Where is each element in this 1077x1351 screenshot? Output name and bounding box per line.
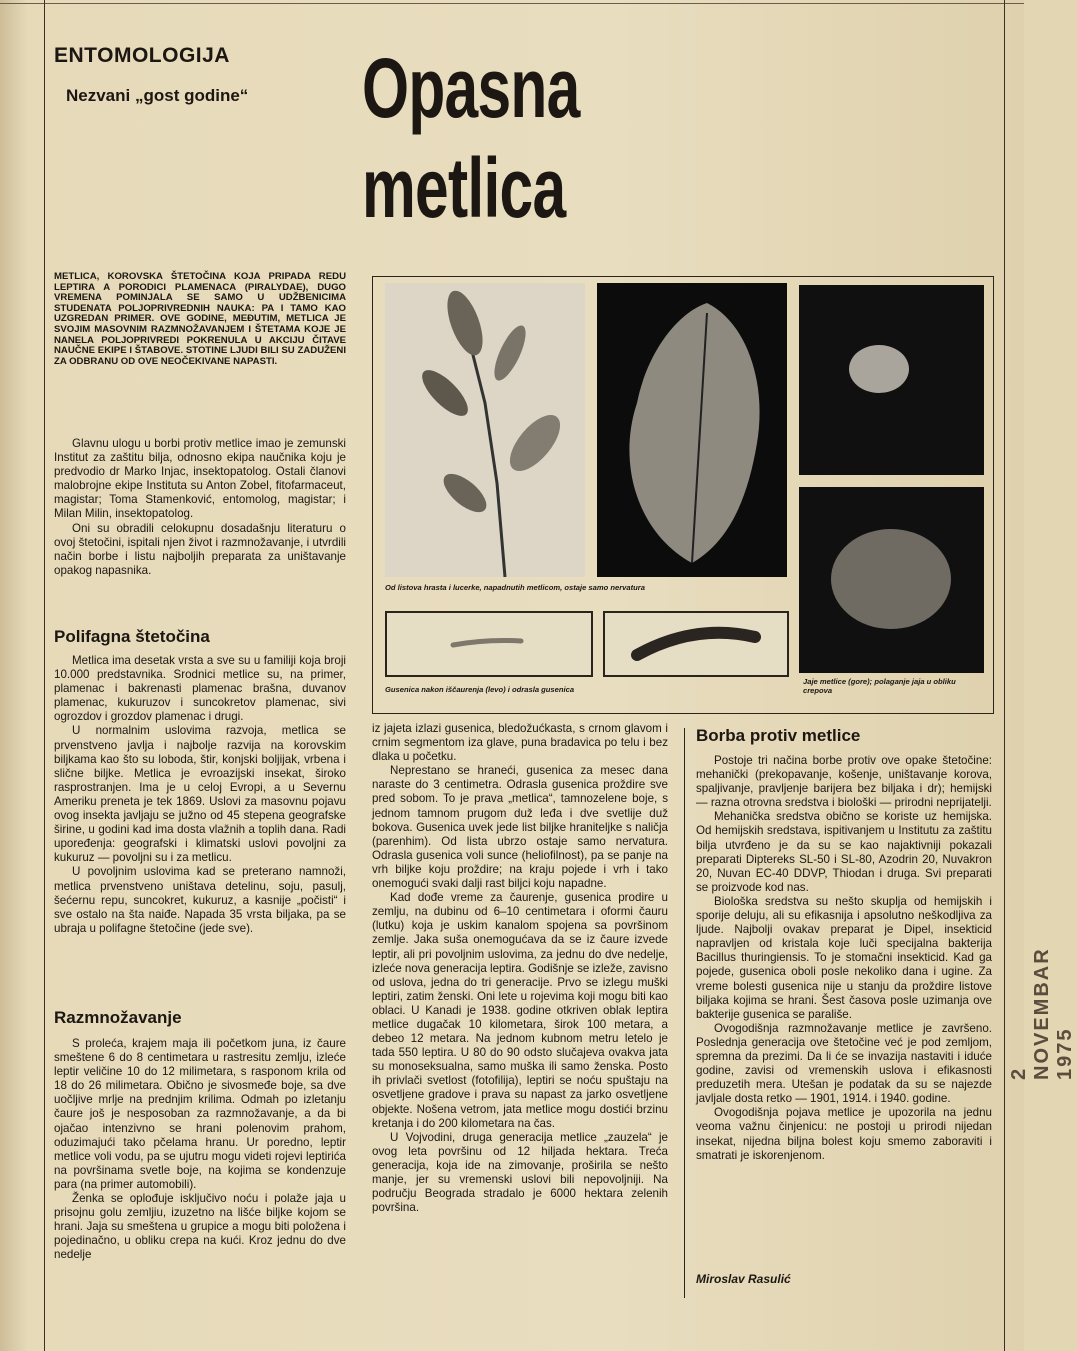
lead-paragraph: METLICA, KOROVSKA ŠTETOČINA KOJA PRIPADA REDU LEPTIRA A PORODICI PLAMENACA (PIRALYDAE), DUGO VREMENA POMINJALA SE SAMO U UDŽBENICIMA STUDENATA POLJOPRIVREDNIH NAUKA: PA I TAMO KAO UZGREDAN PRIMER. OVE GODINE, MEĐUTIM, METLICA JE SVOJIM MASOVNIM RAZMNOŽAVANJEM I ŠTETAMA KOJE JE NANELA POLJOPRIVREDI POKRENULA U AKCIJU ČITAVE NAUČNE EKIPE I ŠTABOVE. STOTINE LJUDI BILI SU ZADUŽENI ZA ODBRANU OD OVE NEOČEKIVANE NAPASTI. xyxy=(54,271,346,367)
paragraph: S proleća, krajem maja ili početkom juna, iz čaure smeštene 6 do 8 centimetara u rastresitu zemlju, izleće leptir veličine 10 do 12 milimetara, s rasponom krila od 18 do 26 milimetara. Obično je sivosmeđe boje, sa dve uočljive mrlje na prednjim krilima. Odmah po izletanju čaure još je nesposoban za razmnožavanje, a da bi ojačao intenzivno se hrani polenovim prahom, oduzimajući tako pčelama hranu. Ur poredno, leptir metlice voli vodu, pa se ujutru mogu videti rojevi leptirića na površinama svetle boje, na kojima se kondenzuje para (na primer automobili). xyxy=(54,1037,346,1191)
paragraph: Biološka sredstva su nešto skuplja od hemijskih i sporije deluju, ali su efikasnija i apsolutno neškodljiva za ljude. Najbolji ovakav preparat je Dipel, insekticid napravljen od kristala koje luči specijalna bakterija Bacillus thuringiensis. To je stomačni insekticid. Kad ga pojede, gusenica oboli posle nekoliko dana i ugine. Za vreme bolesti gusenica nije u stanju da proždire listove biljaka kojima se hrani. Šest časova posle uzimanja ove bakterije gusenica se parališe. xyxy=(696,894,992,1021)
paragraph: Metlica ima desetak vrsta a sve su u familiji koja broji 10.000 predstavnika. Srodnici metlice su, na primer, plamenac i bakrenasti plamenac brašna, duvanov plamenac, kukuruzov i suncokretov plamenac, sivi ogrozdov i grozdov plamenac i drugi. xyxy=(54,654,346,724)
photo-egg-laying xyxy=(799,487,984,673)
photo-panel xyxy=(372,276,994,714)
young-larva-illustration xyxy=(387,613,591,675)
caption-eggs: Jaje metlice (gore); polaganje jaja u obliku crepova xyxy=(803,677,956,695)
paragraph: Neprestano se hraneći, gusenica za mesec dana naraste do 3 centimetra. Odrasla gusenica proždire sve pred sobom. To je prava „metlica“, tamnozelene boje, s jednom tamnom prugom duž leđa i dve svetlije duž bokova. Gusenica uvek jede list biljke hraniteljke s naličja (parenhim). Od lista ubrzo ostaje samo nervatura. Odrasla gusenica voli sunce (heliofilnost), pa se panje na vrh biljke koju proždire; na kraju pojede i vrh i tako onemogući svaki dalji rast biljci koju napadne. xyxy=(372,764,668,891)
photo-adult-larva xyxy=(603,611,789,677)
column-1-section-2 xyxy=(54,1037,346,1263)
paragraph: Kad dođe vreme za čaurenje, gusenica prodire u zemlju, na dubinu od 6–10 centimetara i oformi čauru (lutku) koja je uskim kanalom spojena sa površinom zemlje. Jaka suša onemogućava da se iz čaure izvede leptir, ali pri povoljnim uslovima, za jednu do dve nedelje, izleće nova generacija leptira. Godišnje se izleže, zavisno od uslova, jedna do tri generacije. Prvo se izlegu muški leptiri, zatim ženski. Oni lete u rojevima koji mogu biti kao oblaci. U Kanadi je 1938. godine otkriven oblak leptira metlice dugačak 10 kilometara, širok 100 metara, a debeo 12 metara. Na jednom kubnom metru letelo je tada 550 leptira. U 80 do 90 odsto slučajeva ovakva jata su monoseksualna, samo muška ili samo ženska. Posto ih privlači svetlost (fotofilija), leptiri se noću spuštaju na osvetljene gradove i prava su napast za jarko osvetljene objekte. Nošena vetrom, jata metlice mogu dostići brzinu kretanja i do 200 kilometara na čas. xyxy=(372,891,668,1130)
section-label: ENTOMOLOGIJA xyxy=(54,44,230,67)
column-1-intro xyxy=(54,437,346,578)
egg-cluster-illustration xyxy=(799,487,984,673)
headline-line-1: Opasna xyxy=(362,41,580,135)
headline xyxy=(362,38,578,238)
caption-leaves: Od listova hrasta i lucerke, napadnutih metlicom, ostaje samo nervatura xyxy=(385,583,645,592)
paragraph: Oni su obradili celokupnu dosadašnju literaturu o ovoj štetočini, ispitali njen život i razmnožavanje, i utvrdili način borbe i listu najboljih preparata za uništavanje opakog napasnika. xyxy=(54,521,346,577)
paragraph: Mehanička sredstva obično se koriste uz hemijska. Od hemijskih sredstava, ispitivanjem u Institutu za zaštitu bilja utvrđeno je da su se kao najaktivniji pokazali preparati Diptereks SL-50 i SL-80, Azodrin 20, Nuvakron 20, Nuvan EC-40 DDVP, Thiodan i druga. Svi preparati se proizvode kod nas. xyxy=(696,810,992,894)
plant-illustration xyxy=(385,283,585,577)
subheading-razmnozavanje: Razmnožavanje xyxy=(54,1008,182,1027)
paragraph: U Vojvodini, druga generacija metlice „zauzela“ je ovog leta površinu od 12 hiljada hektara. Treća generacija, koja ide na zimovanje, proširila se nešto manje, jer su vremenski uslovi bili nepovoljniji. Na području Beograda stradalo je 6000 hektara zelenih površina. xyxy=(372,1130,668,1215)
paragraph: iz jajeta izlazi gusenica, bledožućkasta, s crnom glavom i crnim segmentom iza glave, puna bradavica po telu i bez dlaka u početku. xyxy=(372,722,668,764)
column-divider xyxy=(684,728,685,1298)
paragraph: Ovogodišnja pojava metlice je upozorila na jednu veoma važnu činjenicu: ne postoji u prirodi nijedan insekat, nijedna biljna bolest koju smemo zaboraviti i smatrati je iskorenjenom. xyxy=(696,1106,992,1162)
left-margin-rule xyxy=(44,0,45,1351)
column-1-section-1 xyxy=(54,654,346,936)
right-margin-rule xyxy=(1004,0,1005,1351)
adult-larva-illustration xyxy=(605,613,787,675)
photo-young-larva xyxy=(385,611,593,677)
paragraph: Postoje tri načina borbe protiv ove opake štetočine: mehanički (prekopavanje, košenje, uništavanje korova, spaljivanje, pravljenje barijera bez biljaka i dr); hemijski — razna otrovna sredstva i biološki — prirodni neprijatelji. xyxy=(696,754,992,810)
kicker: Nezvani „gost godine“ xyxy=(66,86,249,105)
leaf-skeleton-illustration xyxy=(597,283,787,577)
subheading-borba: Borba protiv metlice xyxy=(696,726,861,745)
egg-illustration xyxy=(799,285,984,475)
caption-larvae: Gusenica nakon iščaurenja (levo) i odrasla gusenica xyxy=(385,685,575,694)
paragraph: Ovogodišnja razmnožavanje metlice je završeno. Poslednja generacija ove štetočine već je pod zemljom, spremna da prezimi. Da li će se invazija nastaviti i iduće godine, zavisi od vremenskih uslova i efikasnosti preduzetih mera. Utešan je podatak da su se najezde javljale dosta retko — 1901, 1914. i 1940. godine. xyxy=(696,1021,992,1106)
photo-egg xyxy=(799,285,984,475)
top-rule xyxy=(0,3,1024,4)
page-edge-date: 2 NOVEMBAR 1975 xyxy=(1008,947,1076,1080)
headline-line-2: metlica xyxy=(362,141,566,235)
photo-lucerne-plant xyxy=(385,283,585,577)
paragraph: Ženka se oplođuje isključivo noću i polaže jaja u prisojnu golu zemljiu, izuzetno na lišće biljke kojom se hrani. Jaja su smeštena u grupice a mogu biti položena i pojedinačno, u obliku crepa na kući. Kroz jednu do dve nedelje xyxy=(54,1192,346,1262)
photo-oak-leaf xyxy=(597,283,787,577)
paragraph: U normalnim uslovima razvoja, metlica se prvenstveno javlja i najbolje razvija na korovskim biljkama kao što su loboda, štir, konjski boljijak, vrbena i slične biljke. Metlica je evroazijski insekat, široko rasprostranjen. Ima je u celoj Evropi, a u Severnu Ameriku preneta je tek 1869. Uslovi za masovnu pojavu ovog insekta javljaju se južno od 45 stepena geografske širine, u godini kad ima dosta vlažnih a toplih dana. Radi upoređenja: geografski i klimatski uslovi povoljni za kukuruz — povoljni su i za metlicu. xyxy=(54,724,346,865)
subheading-polifagna: Polifagna štetočina xyxy=(54,627,210,646)
column-2 xyxy=(372,722,668,1215)
column-3 xyxy=(696,754,992,1163)
author-signature: Miroslav Rasulić xyxy=(696,1272,791,1286)
paragraph: U povoljnim uslovima kad se preterano namnoži, metlica prvenstveno uništava detelinu, soju, pasulj, šećernu repu, suncokret, kukuruz, a kasnije „počisti“ i sve ostalo na šta naiđe. Napada 35 vrsta biljaka, pa se ubraja u polifagne štetočine (jede sve). xyxy=(54,865,346,935)
paragraph: Glavnu ulogu u borbi protiv metlice imao je zemunski Institut za zaštitu bilja, odnosno ekipa naučnika koju je predvodio dr Marko Injac, insektopatolog. Ostali članovi malobrojne ekipe Instituta su Anton Zobel, fitofarmaceut, magistar; Toma Stamenković, entomolog, magistar; i Milan Milin, insektopatolog. xyxy=(54,437,346,521)
